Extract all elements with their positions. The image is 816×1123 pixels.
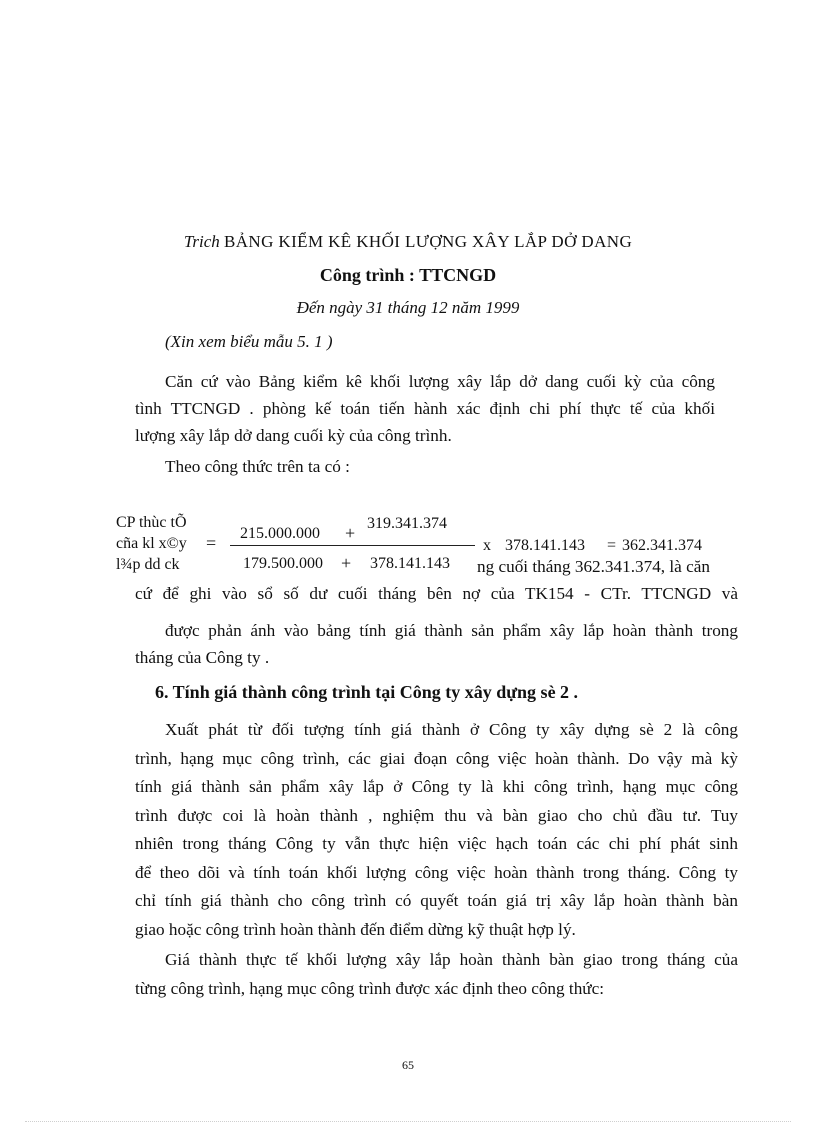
numerator-right: 319.341.374 xyxy=(367,515,447,532)
text-line: tính giá thành sản phẩm xây lắp ở Công ty là khi công trình, hạng mục công xyxy=(135,777,738,796)
paragraph-3-line-1: ng cuối tháng 362.341.374, là căn xyxy=(477,557,710,576)
text-line: Xuất phát từ đối tượng tính giá thành ở Công ty xây dựng sè 2 là công xyxy=(165,720,738,739)
denominator-right: 378.141.143 xyxy=(370,555,450,572)
text-line: lượng xây lắp dở dang cuối kỳ của công trình. xyxy=(135,426,452,445)
fraction-bar xyxy=(230,545,475,546)
paragraph-3-cont xyxy=(135,617,738,671)
formula-times: x xyxy=(483,537,491,554)
numerator-plus: + xyxy=(345,523,356,543)
document-title xyxy=(0,232,816,252)
text-line: chỉ tính giá thành cho công trình có quyết toán giá trị xây lắp hoàn thành bàn xyxy=(135,891,738,910)
formula-equals-result: = xyxy=(607,537,617,554)
title-main: BẢNG KIỂM KÊ KHỐI LƯỢNG XÂY LẮP DỞ DANG xyxy=(224,232,633,251)
section-heading: 6. Tính giá thành công trình tại Công ty xây dựng sè 2 . xyxy=(155,682,579,702)
text-line: Căn cứ vào Bảng kiểm kê khối lượng xây lắp dở dang cuối kỳ của công xyxy=(165,372,715,391)
footer-divider xyxy=(25,1121,791,1122)
paragraph-2: Theo công thức trên ta có : xyxy=(165,457,350,476)
paragraph-4 xyxy=(135,716,738,944)
page-number: 65 xyxy=(402,1058,414,1072)
text-line: giao hoặc công trình hoàn thành đến điểm dừng kỹ thuật hợp lý. xyxy=(135,919,576,939)
document-subtitle: Công trình : TTCNGD xyxy=(319,265,497,285)
formula-multiplier: 378.141.143 xyxy=(505,537,585,554)
paragraph-1 xyxy=(135,368,715,449)
formula-label-line: cña kl x©y xyxy=(116,535,187,552)
formula-result: 362.341.374 xyxy=(622,537,702,554)
text-line: từng công trình, hạng mục công trình được xác định theo công thức: xyxy=(135,978,605,998)
text-line: tháng của Công ty . xyxy=(135,648,270,667)
formula-label-line: CP thùc tÕ xyxy=(116,514,187,531)
text-line: tình TTCNGD . phòng kế toán tiến hành xác định chi phí thực tế của khối xyxy=(135,399,715,418)
text-line: được phản ánh vào bảng tính giá thành sản phẩm xây lắp hoàn thành trong xyxy=(165,621,738,640)
paragraph-5 xyxy=(135,946,738,1003)
text-line: nhiên trong tháng Công ty vẫn thực hiện việc hạch toán các chi phí phát sinh xyxy=(135,834,738,853)
denominator-left: 179.500.000 xyxy=(243,555,323,572)
paragraph-3 xyxy=(135,580,738,607)
text-line: Giá thành thực tế khối lượng xây lắp hoàn thành bàn giao trong tháng của xyxy=(165,950,738,969)
denominator-plus: + xyxy=(341,553,352,573)
formula-label xyxy=(116,512,187,575)
text-line: để theo dõi và tính toán khối lượng công việc hoàn thành trong tháng. Công ty xyxy=(135,862,738,882)
text-line: trình được coi là hoàn thành , nghiệm thu và bàn giao cho chủ đầu tư. Tuy xyxy=(135,805,738,825)
numerator-left: 215.000.000 xyxy=(240,525,320,542)
date-line: Đến ngày 31 tháng 12 năm 1999 xyxy=(296,298,520,317)
title-prefix: Trich xyxy=(183,232,220,251)
text-line: trình, hạng mục công trình, các giai đoạn công việc hoàn thành. Do vậy mà kỳ xyxy=(135,748,738,768)
formula-label-line: l¾p dd ck xyxy=(116,556,180,573)
formula-equals: = xyxy=(206,533,217,553)
reference-note: (Xin xem biểu mẫu 5. 1 ) xyxy=(165,332,333,351)
text-line: cứ để ghi vào sổ số dư cuối tháng bên nợ của TK154 - CTr. TTCNGD và xyxy=(135,584,738,603)
